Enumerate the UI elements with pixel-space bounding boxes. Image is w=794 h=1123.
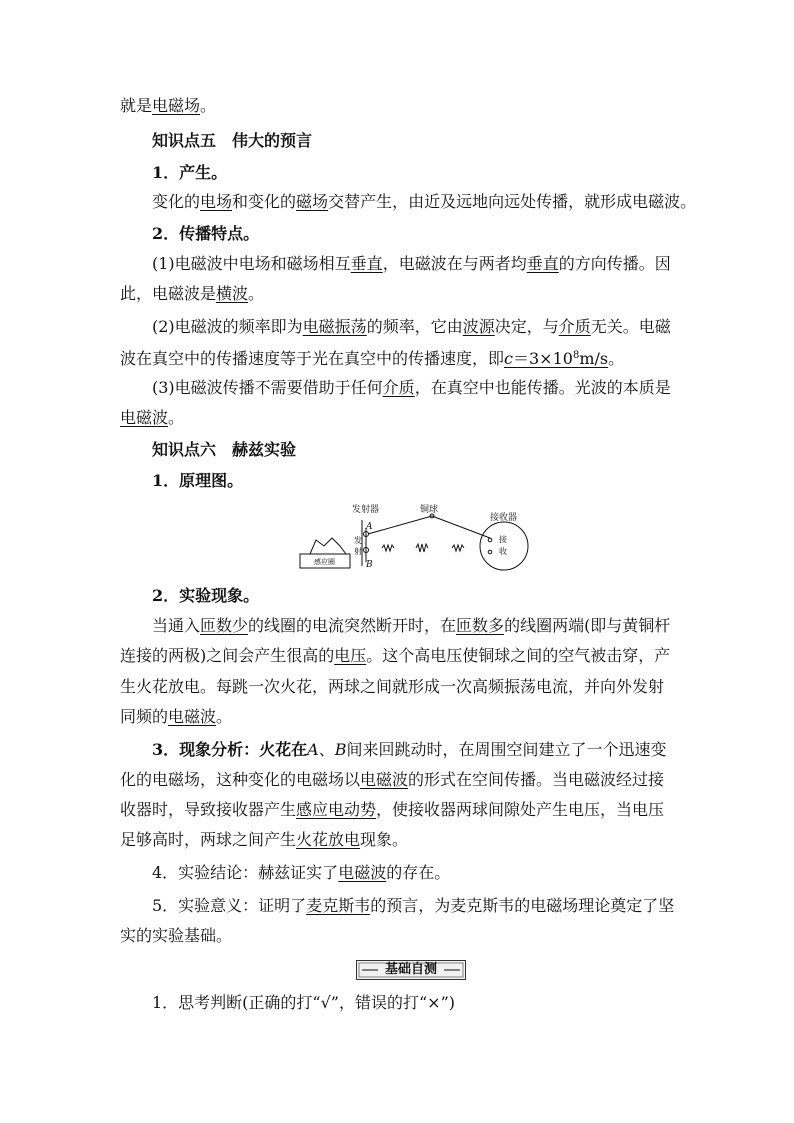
paragraph-line: 此，电磁波是横波。 [120, 284, 265, 303]
paragraph-line: 生火花放电。每跳一次火花，两球之间就形成一次高频振荡电流，并向外发射 [120, 677, 665, 696]
paragraph-line: 当通入匝数少的线圈的电流突然断开时，在匝数多的线圈两端(即与黄铜杆 [152, 616, 671, 635]
answer-underline: 电磁波 [338, 863, 387, 882]
receiver-ring [480, 522, 528, 570]
answer-underline: 电磁波 [360, 770, 409, 789]
answer-underline: 火花放电 [296, 830, 361, 849]
answer-underline: 介质 [382, 378, 415, 397]
answer-underline: 电场 [200, 192, 233, 211]
paragraph-line: 4．实验结论：赫兹证实了电磁波的存在。 [152, 863, 451, 882]
wave-3 [452, 545, 464, 551]
answer-underline: 匝数少 [200, 616, 249, 635]
answer-underline: 磁场 [296, 192, 329, 211]
paragraph-line: 3．现象分析：火花在A、B间来回跳动时，在周围空间建立了一个迅速变 [152, 740, 667, 759]
brass-rod-upper [368, 516, 432, 534]
paragraph-line: (1)电磁波中电场和磁场相互垂直，电磁波在与两者均垂直的方向传播。因 [152, 254, 671, 273]
point-a-label: A [366, 522, 373, 532]
answer-underline: 麦克斯韦 [306, 896, 371, 915]
paragraph-line: 变化的电场和变化的磁场交替产生，由近及远地向远处传播，就形成电磁波。 [152, 192, 697, 211]
paragraph-line: (3)电磁波传播不需要借助于任何介质，在真空中也能传播。光波的本质是 [152, 378, 671, 397]
paragraph-line: 足够高时，两球之间产生火花放电现象。 [120, 830, 409, 849]
formula-underline: $c=3\times 10^8m/s$ [504, 349, 609, 368]
section-badge [356, 960, 466, 980]
answer-underline: 波源 [462, 317, 495, 336]
subheading-propagation: 2．传播特点。 [152, 224, 260, 243]
wave-2 [416, 544, 428, 552]
answer-underline: 电磁波 [168, 707, 217, 726]
paragraph-line: 5．实验意义：证明了麦克斯韦的预言，为麦克斯韦的电磁场理论奠定了坚 [152, 896, 675, 915]
wave-1 [382, 545, 394, 551]
receiver-gap-ball-1 [488, 538, 492, 542]
answer-underline: 电磁场 [152, 96, 201, 115]
answer-underline: 介质 [558, 317, 591, 336]
paragraph-line: 波在真空中的传播速度等于光在真空中的传播速度，即$c=3\times 10^8m/s$。 [120, 349, 625, 368]
answer-underline: 垂直 [350, 254, 383, 273]
answer-underline: 电压 [334, 646, 367, 665]
question-line: 1．思考判断(正确的打“√”，错误的打“×”) [152, 993, 455, 1012]
hertz-experiment-diagram [296, 500, 536, 574]
answer-underline: 电磁振荡 [302, 317, 367, 336]
paragraph-line: 连接的两极)之间会产生很高的电压。这个高电压使铜球之间的空气被击穿，产 [120, 646, 671, 665]
paragraph-line: 实的实验基础。 [120, 926, 233, 945]
emitter-label: 发射器 [352, 505, 380, 515]
paragraph-line: 电磁波。 [120, 408, 185, 427]
answer-underline: 电磁波 [120, 408, 169, 427]
receiver-gap-ball-2 [488, 550, 492, 554]
answer-underline: 匝数多 [456, 616, 505, 635]
paragraph-line: 化的电磁场，这种变化的电磁场以电磁波的形式在空间传播。当电磁波经过接 [120, 770, 665, 789]
receiver-char-2: 收 [499, 547, 507, 556]
answer-underline: 横波 [216, 284, 249, 303]
paragraph-line: 就是电磁场。 [120, 96, 217, 115]
badge-label: 基础自测 [384, 962, 437, 977]
coil-label: 感应圈 [314, 558, 335, 566]
ball-label: 铜球 [420, 505, 439, 515]
subheading-phenomenon: 2．实验现象。 [152, 586, 260, 605]
emitter-char-2: 射 [354, 547, 362, 556]
answer-underline: 垂直 [526, 254, 559, 273]
subheading-production: 1．产生。 [152, 163, 228, 182]
emitter-char-1: 发 [354, 536, 362, 545]
answer-underline: 感应电动势 [296, 800, 377, 819]
section-heading-6: 知识点六 赫兹实验 [152, 440, 297, 459]
receiver-label: 接收器 [490, 513, 518, 523]
brass-rod-right [432, 516, 490, 538]
coil-wire [310, 538, 346, 554]
paragraph-line: 收器时，导致接收器产生感应电动势，使接收器两球间隙处产生电压，当电压 [120, 800, 665, 819]
section-heading-5: 知识点五 伟大的预言 [152, 131, 313, 150]
point-b-label: B [366, 560, 373, 570]
paragraph-line: 同频的电磁波。 [120, 707, 233, 726]
paragraph-line: (2)电磁波的频率即为电磁振荡的频率，它由波源决定，与介质无关。电磁 [152, 317, 671, 336]
subheading-schematic: 1．原理图。 [152, 471, 244, 490]
receiver-char-1: 接 [499, 535, 507, 544]
